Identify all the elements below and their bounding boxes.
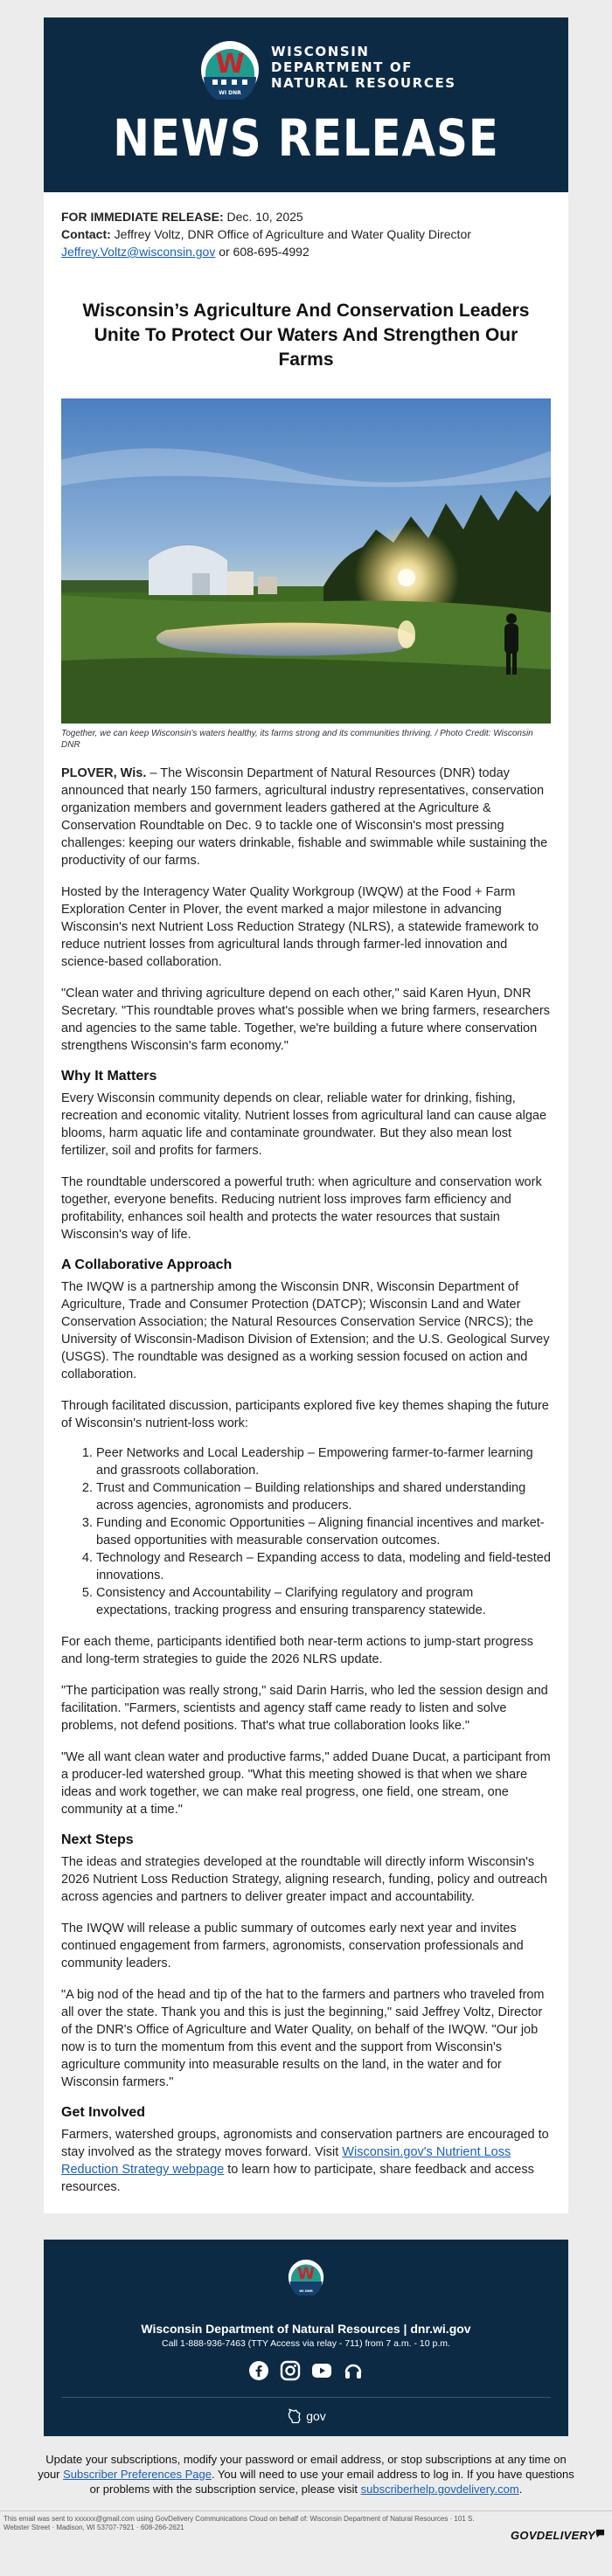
- subscriber-preferences-link[interactable]: Subscriber Preferences Page: [63, 2468, 212, 2481]
- paragraph-5: The roundtable underscored a powerful truth: when agriculture and conservation work together, everyone benefits. Reducing nutrient loss improves farm efficiency and profitability, enhances soil health and protects the water resources that sustain Wisconsin's way of life.: [61, 1175, 542, 1242]
- heading-collaborative-approach: A Collaborative Approach: [61, 1257, 233, 1272]
- legal-divider: [0, 2510, 612, 2511]
- gov-label: gov: [306, 2409, 326, 2423]
- contact-email-line: [61, 243, 551, 260]
- theme-item: 2. Trust and Communication – Building relationships and shared understanding across agencies, agronomists and producers.: [96, 1479, 551, 1514]
- nlrs-webpage-link[interactable]: Wisconsin.gov's Nutrient Loss Reduction Strategy webpage: [61, 2145, 511, 2177]
- email-page: [0, 17, 612, 2532]
- contact-phone: or 608-695-4992: [215, 245, 309, 259]
- paragraph-8: For each theme, participants identified both near-term actions to jump-start progress and long-term strategies to guide the 2026 NLRS update.: [61, 1635, 533, 1666]
- release-date: Dec. 10, 2025: [223, 210, 303, 224]
- footer-dnr-logo-icon: [287, 2259, 325, 2296]
- paragraph-2: Hosted by the Interagency Water Quality Workgroup (IWQW) at the Food + Farm Exploration Center in Plover, the event marked a major milestone in advancing Wisconsin's next Nutrient Loss Reduction Strategy (NLRS), a statewide framework to reduce nutrient losses from agricultural lands through farmer-led innovation and science-based collaboration.: [61, 885, 539, 969]
- heading-next-steps: Next Steps: [61, 1832, 134, 1847]
- footer: [44, 2240, 568, 2436]
- masthead: [44, 17, 568, 192]
- agency-line-2: DEPARTMENT OF: [271, 59, 414, 75]
- theme-item: 3. Funding and Economic Opportunities – Aligning financial incentives and market-based opportunities with measurable conservation outcomes.: [96, 1514, 551, 1549]
- subscriber-help-link[interactable]: subscriberhelp.govdelivery.com: [360, 2483, 519, 2496]
- release-label: FOR IMMEDIATE RELEASE:: [61, 210, 224, 224]
- contact-label: Contact:: [61, 227, 111, 241]
- subscription-notice: [35, 2452, 577, 2496]
- notice-text-c: .: [518, 2483, 523, 2496]
- instagram-icon[interactable]: [280, 2360, 301, 2381]
- dnr-logo-icon: [198, 40, 261, 100]
- headline: Wisconsin’s Agriculture And Conservation Leaders Unite To Protect Our Waters And Strengthen Our Farms: [82, 301, 530, 370]
- logo-sub-text: WI DNR: [219, 90, 241, 96]
- agency-line-3: NATURAL RESOURCES: [271, 75, 456, 91]
- paragraph-10: "We all want clean water and productive farms," added Duane Ducat, a participant from a producer-led watershed group. "What this meeting showed is that when we share ideas and work together, we can make real progress, one field, one stream, one community at a time.": [61, 1750, 551, 1817]
- paragraph-4: Every Wisconsin community depends on clear, reliable water for drinking, fishing, recreation and economic vitality. Nutrient losses from agricultural land can cause algae blooms, harm aquatic life and contaminate groundwater. But they also mean lost fertilizer, soil and profits for farmers.: [61, 1091, 547, 1158]
- paragraph-13: "A big nod of the head and tip of the hat to the farmers and partners who traveled from all over the state. Thank you and this is just the beginning," said Jeffrey Voltz, Director of the DNR's Office of Agriculture and Water Quality, on behalf of the IWQW. "Our job now is to turn the momentum from this event and the support from Wisconsin's agriculture community into measurable results on the land, in the water and for Wisconsin farmers.": [61, 1988, 545, 2089]
- govdelivery-logo[interactable]: [511, 2529, 605, 2542]
- contact-line: [61, 225, 551, 243]
- paragraph-14: [61, 2126, 551, 2196]
- news-release-title: NEWS RELEASE: [113, 108, 499, 168]
- govdelivery-label: GOVDELIVERY: [511, 2529, 595, 2542]
- heading-get-involved: Get Involved: [61, 2105, 146, 2120]
- theme-item: 5. Consistency and Accountability – Clarifying regulatory and program expectations, tracking progress and ensuring transparency statewide.: [96, 1584, 551, 1619]
- footer-phone: Call 1-888-936-7463 (TTY Access via relay - 711) from 7 a.m. - 10 p.m.: [162, 2338, 450, 2349]
- themes-list: [61, 1444, 551, 1619]
- footer-org-name: Wisconsin Department of Natural Resources | dnr.wi.gov: [141, 2322, 471, 2336]
- dateline: PLOVER, Wis.: [61, 766, 147, 780]
- legal-footer: This email was sent to xxxxxx@gmail.com using GovDelivery Communications Cloud on behalf of: Wisconsin Department of Natural Resources · 101 S. Webster Street · Madison, WI 53707-7921 · 608-266-2621: [3, 2515, 475, 2531]
- paragraph-12: The IWQW will release a public summary of outcomes early next year and invites continued engagement from farmers, agronomists, conservation professionals and community leaders.: [61, 1922, 524, 1970]
- paragraph-3: "Clean water and thriving agriculture depend on each other," said Karen Hyun, DNR Secretary. "This roundtable proves what's possible when we bring farmers, researchers and agencies to the same table. Together, we're building a future where conservation strengthens Wisconsin's farm economy.": [61, 987, 550, 1053]
- paragraph-9: "The participation was really strong," said Darin Harris, who led the session design and facilitation. "Farmers, scientists and agency staff came ready to listen and solve problems, not defend positions. That's what true collaboration looks like.": [61, 1684, 548, 1733]
- article-body: [44, 765, 568, 2213]
- speech-bubble-icon: [595, 2529, 605, 2538]
- logo-w-text: W: [215, 49, 245, 80]
- paragraph-14-text-a: Farmers, watershed groups, agronomists and conservation partners are encouraged to stay involved as the strategy moves forward. Visit: [61, 2128, 549, 2159]
- footer-logo-w-text: W: [296, 2264, 316, 2283]
- release-line: [61, 208, 551, 225]
- youtube-icon[interactable]: [311, 2360, 332, 2381]
- photo-caption: Together, we can keep Wisconsin's waters healthy, its farms strong and its communities thriving. / Photo Credit: Wisconsin DNR: [61, 729, 533, 750]
- notice-text-b: . You will need to use your email address to log in. If you have questions or problems with the subscription service, please visit: [89, 2468, 574, 2496]
- theme-item: 4. Technology and Research – Expanding access to data, modeling and field-tested innovations.: [96, 1549, 551, 1584]
- social-links: [44, 2360, 568, 2381]
- paragraph-6: The IWQW is a partnership among the Wisconsin DNR, Wisconsin Department of Agriculture, Trade and Consumer Protection (DATCP); Wisconsin Land and Water Conservation Association; the Natural Resources Conservation Service (NRCS); the University of Wisconsin-Madison Division of Extension; and the U.S. Geological Survey (USGS). The roundtable was designed as a working session focused on action and collaboration.: [61, 1280, 550, 1381]
- paragraph-1-text: – The Wisconsin Department of Natural Resources (DNR) today announced that nearly 150 farmers, agricultural industry representatives, conservation organization members and government leaders gathered at the Agriculture & Conservation Roundtable on Dec. 9 to tackle one of Wisconsin's most pressing challenges: keeping our waters drinkable, fishable and swimmable while sustaining the productivity of our farms.: [61, 766, 548, 868]
- news-release-card: [44, 17, 568, 2213]
- release-meta: [44, 192, 568, 260]
- paragraph-14-text-b: to learn how to participate, share feedback and access resources.: [61, 2163, 534, 2194]
- agency-line-1: WISCONSIN: [271, 44, 370, 59]
- wisconsin-gov-logo[interactable]: [44, 2407, 568, 2425]
- paragraph-1: [61, 765, 551, 869]
- farm-sunset-photo: [61, 398, 551, 724]
- heading-why-it-matters: Why It Matters: [61, 1069, 157, 1084]
- paragraph-11: The ideas and strategies developed at the roundtable will directly inform Wisconsin's 2026 Nutrient Loss Reduction Strategy, aligning research, funding, policy and outreach across agencies and partners to deliver greater impact and accountability.: [61, 1855, 547, 1904]
- theme-item: 1. Peer Networks and Local Leadership – Empowering farmer-to-farmer learning and grassroots collaboration.: [96, 1444, 551, 1479]
- footer-logo-sub-text: WI DNR: [299, 2289, 313, 2294]
- facebook-icon[interactable]: [248, 2360, 269, 2381]
- contact-email-link[interactable]: Jeffrey.Voltz@wisconsin.gov: [61, 245, 216, 259]
- contact-name: Jeffrey Voltz, DNR Office of Agriculture and Water Quality Director: [110, 227, 471, 241]
- agency-name: [271, 44, 456, 91]
- footer-divider: [61, 2397, 551, 2398]
- paragraph-7: Through facilitated discussion, participants explored five key themes shaping the future of Wisconsin's nutrient-loss work:: [61, 1399, 549, 1430]
- podcast-icon[interactable]: [343, 2360, 364, 2381]
- wisconsin-state-icon: [286, 2407, 303, 2425]
- notice-text-a: Update your subscriptions, modify your password or email address, or stop subscriptions at any time on your: [38, 2453, 567, 2481]
